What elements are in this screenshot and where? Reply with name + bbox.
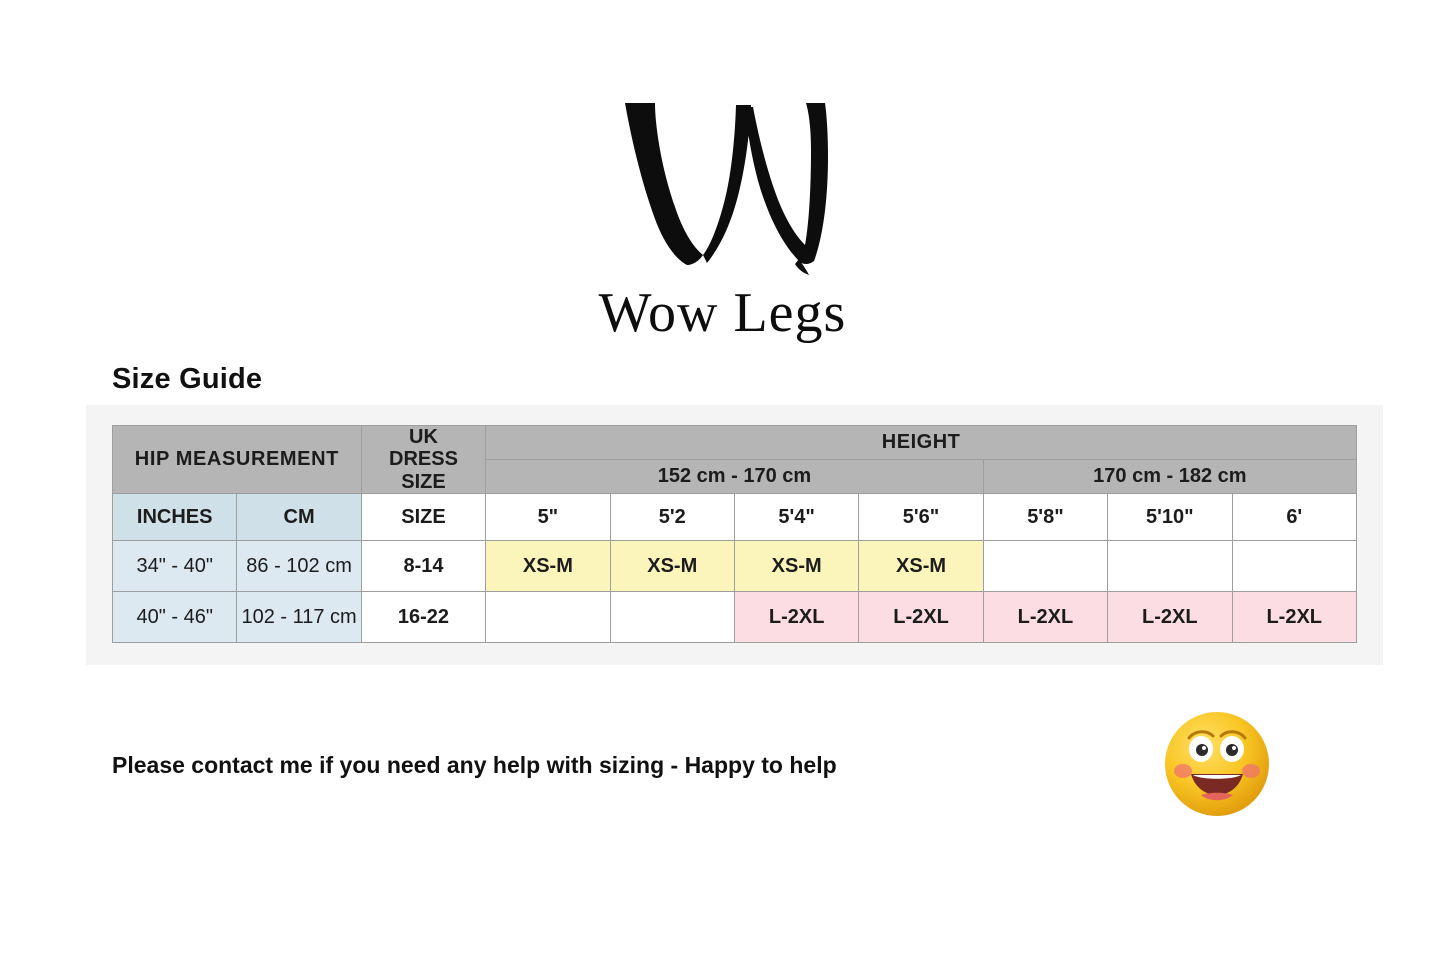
row-2-fit-7: L-2XL — [1232, 592, 1356, 643]
column-header-height-7: 6' — [1232, 494, 1356, 541]
page-title: Size Guide — [112, 363, 263, 395]
row-1-fit-6 — [1108, 541, 1232, 592]
row-1-fit-1: XS-M — [486, 541, 610, 592]
column-header-height-3: 5'4" — [734, 494, 858, 541]
row-2-fit-2 — [610, 592, 734, 643]
row-1-fit-5 — [983, 541, 1107, 592]
column-header-height-2: 5'2 — [610, 494, 734, 541]
table-row — [113, 592, 1357, 643]
row-2-fit-1 — [486, 592, 610, 643]
smiling-face-emoji-icon — [1161, 708, 1273, 820]
row-2-inches: 40" - 46" — [113, 592, 237, 643]
footer-note: Please contact me if you need any help with sizing - Happy to help — [112, 752, 837, 778]
brand-name: Wow Legs — [598, 282, 847, 344]
row-2-fit-6: L-2XL — [1108, 592, 1232, 643]
column-header-height-1: 5" — [486, 494, 610, 541]
column-header-inches: INCHES — [113, 494, 237, 541]
row-2-size: 16-22 — [361, 592, 485, 643]
row-2-fit-5: L-2XL — [983, 592, 1107, 643]
column-header-cm: CM — [237, 494, 361, 541]
header-height: HEIGHT — [486, 426, 1357, 460]
wow-legs-w-logo-icon — [603, 95, 843, 275]
row-2-fit-3: L-2XL — [734, 592, 858, 643]
row-2-fit-4: L-2XL — [859, 592, 983, 643]
row-1-cm: 86 - 102 cm — [237, 541, 361, 592]
column-header-height-4: 5'6" — [859, 494, 983, 541]
table-header-row-columns — [113, 494, 1357, 541]
column-header-size: SIZE — [361, 494, 485, 541]
column-header-height-6: 5'10" — [1108, 494, 1232, 541]
table-header-row-groups — [113, 426, 1357, 460]
row-1-inches: 34" - 40" — [113, 541, 237, 592]
header-height-range-1: 152 cm - 170 cm — [486, 460, 984, 494]
row-1-fit-2: XS-M — [610, 541, 734, 592]
table-row — [113, 541, 1357, 592]
row-1-fit-4: XS-M — [859, 541, 983, 592]
header-hip-measurement: HIP MEASUREMENT — [113, 426, 362, 494]
row-1-fit-3: XS-M — [734, 541, 858, 592]
brand-block — [0, 95, 1445, 345]
size-guide-table — [112, 425, 1357, 643]
header-uk-dress-size — [361, 426, 485, 494]
header-uk-dress-size-label: UK DRESS SIZE — [389, 426, 458, 493]
row-1-size: 8-14 — [361, 541, 485, 592]
header-height-range-2: 170 cm - 182 cm — [983, 460, 1356, 494]
column-header-height-5: 5'8" — [983, 494, 1107, 541]
row-2-cm: 102 - 117 cm — [237, 592, 361, 643]
row-1-fit-7 — [1232, 541, 1356, 592]
size-table-frame — [86, 405, 1383, 665]
